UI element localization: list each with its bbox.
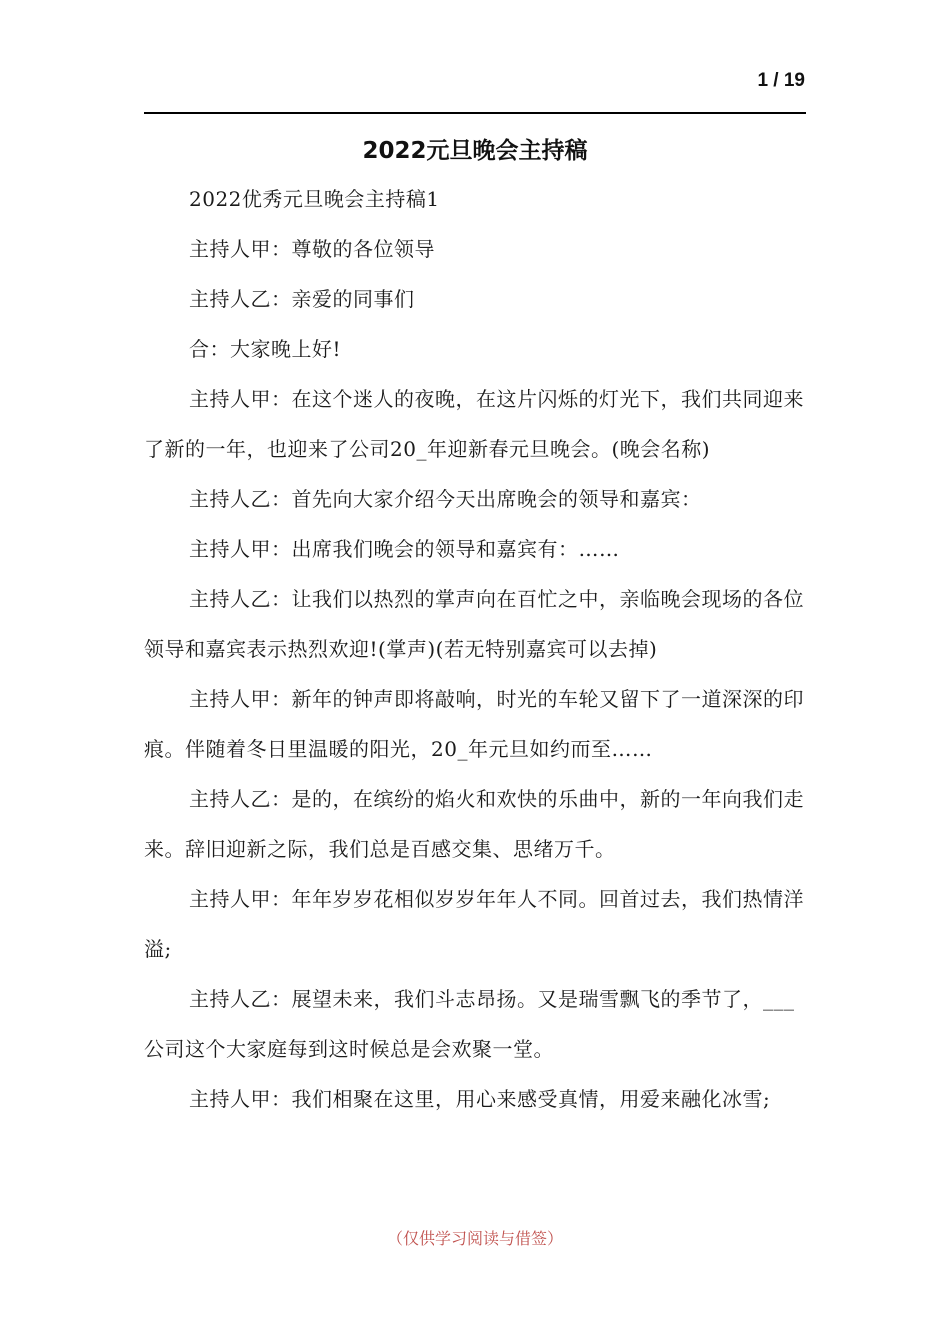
paragraph: 主持人乙：让我们以热烈的掌声向在百忙之中，亲临晚会现场的各位领导和嘉宾表示热烈欢迎!(掌声)(若无特别嘉宾可以去掉) bbox=[144, 587, 804, 661]
page-number: 1 / 19 bbox=[757, 70, 805, 91]
paragraph: 主持人甲：年年岁岁花相似岁岁年年人不同。回首过去，我们热情洋溢; bbox=[144, 887, 804, 961]
paragraph: 主持人甲：我们相聚在这里，用心来感受真情，用爱来融化冰雪; bbox=[189, 1087, 771, 1111]
paragraph: 主持人甲：在这个迷人的夜晚，在这片闪烁的灯光下，我们共同迎来了新的一年，也迎来了公司20_年迎新春元旦晚会。(晚会名称) bbox=[144, 387, 804, 461]
footer-note: （仅供学习阅读与借签） bbox=[386, 1229, 563, 1248]
paragraph: 主持人乙：亲爱的同事们 bbox=[189, 287, 415, 311]
document-title: 2022元旦晚会主持稿 bbox=[362, 138, 588, 164]
paragraph: 主持人甲：新年的钟声即将敲响，时光的车轮又留下了一道深深的印痕。伴随着冬日里温暖的阳光，20_年元旦如约而至…… bbox=[144, 687, 804, 761]
header-divider bbox=[144, 112, 806, 114]
paragraph: 主持人甲：尊敬的各位领导 bbox=[189, 237, 435, 261]
paragraph: 主持人乙：是的，在缤纷的焰火和欢快的乐曲中，新的一年向我们走来。辞旧迎新之际，我们总是百感交集、思绪万千。 bbox=[144, 787, 804, 861]
paragraph: 合：大家晚上好! bbox=[189, 337, 342, 361]
paragraph: 2022优秀元旦晚会主持稿1 bbox=[189, 187, 440, 211]
paragraph: 主持人甲：出席我们晚会的领导和嘉宾有：…… bbox=[189, 537, 620, 561]
paragraph: 主持人乙：首先向大家介绍今天出席晚会的领导和嘉宾： bbox=[189, 487, 702, 511]
document-body bbox=[144, 174, 808, 1124]
paragraph: 主持人乙：展望未来，我们斗志昂扬。又是瑞雪飘飞的季节了，___公司这个大家庭每到这时候总是会欢聚一堂。 bbox=[144, 987, 795, 1061]
